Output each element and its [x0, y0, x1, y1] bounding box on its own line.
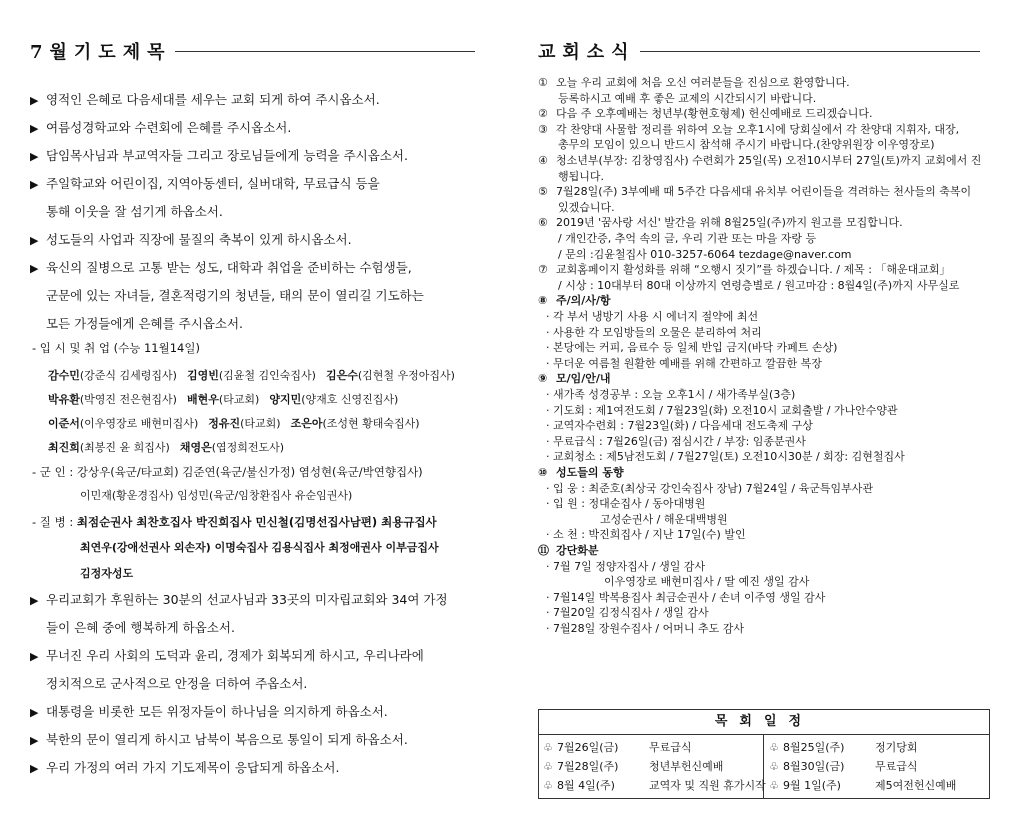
news-item-line	[546, 419, 813, 433]
news-text: · 입 원 : 정대순집사 / 동아대병원	[546, 497, 706, 511]
news-text: 행됩니다.	[558, 169, 605, 183]
news-text: / 문의 :김윤철집사 010-3257-6064 tezdage@naver.com	[558, 247, 852, 261]
parent-name: (김현철 우정아집사)	[357, 369, 455, 382]
army-names: 강상우(육군/타교회) 김준연(육군/불신가정) 염성현(육군/박연향집사)	[76, 465, 423, 479]
news-text: · 기도회 : 제1여전도회 / 7월23일(화) 오전10시 교회출발 / 가나안수양관	[546, 403, 898, 417]
clover-icon: ♧	[769, 741, 779, 754]
prayer-text: 주일학교와 어린이집, 지역아동센터, 실버대학, 무료급식 등을	[46, 176, 380, 191]
sick-names-row: 최연우(강애선권사 외손자) 이명숙집사 김용식집사 최정애권사 이부금집사	[80, 541, 439, 554]
news-text: 있겠습니다.	[558, 200, 615, 214]
bullet-icon: ▶	[30, 234, 39, 247]
bullet-icon: ▶	[30, 734, 39, 747]
news-item-line	[546, 326, 762, 340]
news-text: · 사용한 각 모임방들의 오물은 분리하여 처리	[546, 325, 762, 339]
news-item-line	[546, 388, 795, 402]
news-title-text: 교회소식	[538, 42, 636, 63]
news-item-line	[558, 92, 816, 106]
prayer-text: 무너진 우리 사회의 도덕과 윤리, 경제가 회복되게 하시고, 우리나라에	[46, 648, 424, 663]
news-text: 등록하시고 예배 후 좋은 교제의 시간되시기 바랍니다.	[558, 91, 817, 105]
prayer-item	[30, 92, 380, 109]
prayer-item	[30, 732, 408, 749]
news-text: · 7월14일 박복용집사 최금순권사 / 손녀 이주영 생일 감사	[546, 590, 826, 604]
news-text: 7월28일(주) 3부예배 때 5주간 다음세대 유치부 어린이들을 격려하는 천사들의 축복이	[556, 185, 972, 199]
exam-name	[48, 369, 177, 382]
item-number: ⑦	[538, 263, 548, 277]
prayer-item-continued: 통해 이웃을 잘 섬기게 하옵소서.	[46, 204, 223, 219]
exam-name	[48, 417, 198, 430]
news-item	[538, 123, 959, 137]
news-text: · 교역자수련회 : 7월23일(화) / 다음세대 전도축제 구상	[546, 419, 813, 433]
prayer-section-title	[30, 38, 475, 64]
prayer-item-continued: 들이 은혜 중에 행복하게 하옵소서.	[46, 620, 235, 635]
item-number: ⑧	[538, 294, 548, 308]
parent-name: (강준식 김세령집사)	[79, 369, 177, 382]
prayer-item-continued: 군문에 있는 자녀들, 결혼적령기의 청년들, 태의 문이 열리길 기도하는	[46, 288, 424, 303]
prayer-item	[30, 704, 388, 721]
prayer-item	[30, 148, 408, 165]
news-text: 오늘 우리 교회에 처음 오신 여러분들을 진심으로 환영합니다.	[556, 76, 850, 89]
prayer-item-continued: 정치적으로 군사적으로 안정을 더하여 주옵소서.	[46, 676, 308, 691]
parent-name: (양재호 신영진집사)	[301, 393, 399, 406]
schedule-row	[543, 740, 692, 756]
news-item	[538, 466, 624, 480]
exam-name	[48, 393, 177, 406]
parent-name: (조성현 황태숙집사)	[322, 417, 420, 430]
news-item-line	[546, 435, 806, 449]
parent-name: (타교회)	[218, 393, 260, 406]
schedule-date: 8월 4일(주)	[557, 779, 615, 792]
schedule-row	[543, 778, 766, 794]
news-item-line	[546, 310, 758, 324]
news-item-line	[546, 606, 709, 620]
schedule-event: 정기당회	[875, 741, 918, 754]
schedule-date: 8월25일(주)	[783, 741, 845, 754]
exam-name	[208, 417, 280, 430]
news-text: 교회홈페이지 활성화를 위해 “오행시 짓기”를 하겠습니다. / 제목 : 「해운대교회」	[556, 263, 951, 277]
bullet-icon: ▶	[30, 706, 39, 719]
clover-icon: ♧	[769, 760, 779, 773]
schedule-event: 무료급식	[875, 760, 918, 773]
prayer-item	[30, 592, 448, 609]
news-item	[538, 544, 599, 558]
news-text: · 무더운 여름철 원활한 예배를 위해 간편하고 깔끔한 복장	[546, 356, 822, 370]
news-item-line	[546, 404, 898, 418]
student-name: 최진희	[48, 441, 80, 454]
clover-icon: ♧	[543, 760, 553, 773]
parent-name: (이우영장로 배현미집사)	[79, 417, 199, 430]
army-names-row: 이민재(황운경집사) 임성민(육군/임창환집사 유순임권사)	[80, 489, 353, 502]
student-name: 배현우	[186, 393, 219, 406]
news-text: / 시상 : 10대부터 80대 이상까지 연령층별로 / 원고마감 : 8월4일(주)까지 사무실로	[558, 278, 960, 292]
news-text: 각 찬양대 사물함 정리를 위하여 오늘 오후1시에 당회실에서 각 찬양대 지휘자, 대장,	[556, 122, 960, 136]
news-item	[538, 294, 611, 308]
student-name: 이준서	[48, 417, 80, 430]
parent-name: (타교회)	[240, 417, 281, 430]
prayer-text: 육신의 질병으로 고통 받는 성도, 대학과 취업을 준비하는 수험생들,	[46, 260, 412, 275]
prayer-text: 우리 가정의 여러 가지 기도제목이 응답되게 하옵소서.	[46, 760, 340, 775]
item-number: ③	[538, 122, 548, 136]
schedule-date: 7월26일(금)	[557, 741, 619, 754]
news-text: · 7월28일 장원수집사 / 어머니 추도 감사	[546, 622, 744, 635]
news-text: 강단화분	[556, 544, 599, 557]
exam-names-row	[48, 440, 294, 456]
item-number: ①	[538, 76, 548, 89]
news-item	[538, 185, 971, 199]
bullet-icon: ▶	[30, 178, 39, 191]
bullet-icon: ▶	[30, 122, 39, 135]
schedule-row	[769, 740, 918, 756]
news-section-title	[538, 38, 980, 64]
student-name: 감수민	[48, 369, 80, 382]
prayer-item	[30, 232, 352, 249]
news-item	[538, 263, 951, 277]
news-text: · 7월20일 김정식집사 / 생일 감사	[546, 606, 709, 620]
schedule-event: 무료급식	[649, 741, 692, 754]
news-text: · 소 천 : 박진희집사 / 지난 17일(수) 발인	[546, 528, 746, 542]
news-text: 다음 주 오후예배는 청년부(황현호형제) 헌신예배로 드리겠습니다.	[556, 107, 873, 121]
news-item-line	[558, 248, 852, 262]
news-item-line	[600, 513, 728, 527]
item-number: ⑥	[538, 216, 548, 230]
news-item-line	[546, 591, 825, 605]
parent-name: (박영진 전은현집사)	[79, 393, 177, 406]
exam-name	[326, 369, 455, 382]
student-name: 김은수	[325, 369, 358, 382]
news-item-line	[546, 528, 746, 542]
news-text: 모/임/안/내	[556, 372, 611, 386]
bullet-icon: ▶	[30, 650, 39, 663]
news-text: · 본당에는 커피, 음료수 등 일체 반입 금지(바닥 카페트 손상)	[546, 341, 838, 355]
schedule-event: 제5여전헌신예배	[875, 779, 957, 792]
exam-name	[180, 441, 284, 454]
exam-names-row	[48, 392, 408, 408]
sick-row	[32, 514, 437, 530]
prayer-item	[30, 176, 380, 193]
news-text: · 교회청소 : 제5남전도회 / 7월27일(토) 오전10시30분 / 회장: 김현철집사	[546, 450, 905, 464]
army-row	[32, 464, 423, 480]
news-item-line	[546, 357, 822, 371]
news-text: 고성순권사 / 해운대백병원	[600, 512, 728, 526]
student-name: 김영빈	[186, 369, 219, 382]
student-name: 조은아	[290, 417, 323, 430]
news-item-line	[546, 497, 705, 511]
bullet-icon: ▶	[30, 150, 39, 163]
news-text: 주/의/사/항	[556, 294, 611, 308]
news-item	[538, 216, 903, 230]
title-rule	[175, 51, 475, 52]
exam-names-row	[48, 416, 430, 432]
prayer-item-continued: 모든 가정들에게 은혜를 주시옵소서.	[46, 316, 244, 331]
schedule-row	[769, 759, 918, 775]
news-text: 성도들의 동향	[556, 466, 624, 479]
army-label: - 군 인 :	[32, 465, 77, 479]
news-item-line	[558, 138, 935, 152]
news-text: · 각 부서 냉방기 사용 시 에너지 절약에 최선	[546, 310, 759, 323]
schedule-box	[538, 709, 990, 799]
news-item-line	[546, 450, 905, 464]
sick-names-row: 김정자성도	[80, 567, 134, 580]
exam-names-row	[48, 368, 465, 384]
news-text: / 개인간증, 추억 속의 글, 우리 기관 또는 마을 자랑 등	[558, 232, 817, 245]
prayer-title-text: 7월기도제목	[30, 42, 172, 63]
prayer-item	[30, 648, 424, 665]
news-item-line	[546, 482, 873, 496]
prayer-item	[30, 260, 412, 277]
prayer-item	[30, 760, 339, 777]
news-text: 청소년부(부장: 김창영집사) 수련회가 25일(목) 오전10시부터 27일(토)까지 교회에서 진	[556, 154, 982, 167]
sick-label: - 질 병 :	[32, 515, 77, 529]
sick-names: 최점순권사 최찬호집사 박진희집사 민신철(김명선집사남편) 최용규집사	[76, 515, 437, 529]
bullet-icon: ▶	[30, 262, 39, 275]
news-text: · 무료급식 : 7월26일(금) 점심시간 / 부장: 임종분권사	[546, 434, 806, 448]
item-number: ⑨	[538, 372, 548, 386]
news-item	[538, 76, 850, 90]
news-text: 이우영장로 배현미집사 / 딸 예진 생일 감사	[604, 575, 810, 589]
schedule-row	[769, 778, 956, 794]
news-item-line	[546, 341, 837, 355]
news-text: · 새가족 성경공부 : 오늘 오후1시 / 새가족부실(3층)	[546, 388, 796, 401]
student-name: 박유환	[48, 393, 80, 406]
bullet-icon: ▶	[30, 594, 39, 607]
student-name: 채영은	[179, 441, 212, 454]
exam-name	[291, 417, 420, 430]
news-item-line	[558, 201, 615, 215]
exam-name	[48, 441, 170, 454]
prayer-text: 대통령을 비롯한 모든 위정자들이 하나님을 의지하게 하옵소서.	[46, 704, 388, 719]
prayer-text: 북한의 문이 열리게 하시고 남북이 복음으로 통일이 되게 하옵소서.	[46, 732, 408, 747]
clover-icon: ♧	[769, 779, 779, 792]
news-item	[538, 372, 611, 386]
schedule-event: 교역자 및 직원 휴가시작	[649, 779, 766, 792]
student-name: 양지민	[269, 393, 302, 406]
news-text: 총무의 모임이 있으니 반드시 참석해 주시기 바랍니다.(찬양위원장 이우영장로)	[558, 138, 935, 152]
prayer-text: 여름성경학교와 수련회에 은혜를 주시옵소서.	[46, 120, 292, 135]
clover-icon: ♧	[543, 741, 553, 754]
item-number: ②	[538, 107, 548, 121]
prayer-item	[30, 120, 291, 137]
news-text: 2019년 '꿈사랑 서신' 발간을 위해 8월25일(주)까지 원고를 모집합니다.	[556, 216, 903, 230]
news-item-line	[604, 575, 809, 589]
exam-label: - 입 시 및 취 업 (수능 11월14일)	[32, 341, 200, 355]
news-item-line	[558, 279, 959, 293]
news-item	[538, 107, 872, 121]
student-name: 정유진	[208, 417, 241, 430]
bullet-icon: ▶	[30, 94, 39, 107]
news-item-line	[558, 170, 604, 184]
schedule-date: 8월30일(금)	[783, 760, 845, 773]
parent-name: (김윤철 김인숙집사)	[218, 369, 316, 382]
news-item-line	[546, 622, 744, 636]
schedule-event: 청년부헌신예배	[649, 760, 724, 773]
schedule-row	[543, 759, 723, 775]
schedule-title: 목회일정	[539, 710, 989, 735]
prayer-text: 영적인 은혜로 다음세대를 세우는 교회 되게 하여 주시옵소서.	[46, 92, 380, 107]
exam-name	[269, 393, 398, 406]
news-text: · 7월 7일 정양자집사 / 생일 감사	[546, 559, 706, 573]
clover-icon: ♧	[543, 779, 553, 792]
prayer-text: 담임목사님과 부교역자들 그리고 장로님들에게 능력을 주시옵소서.	[46, 148, 408, 163]
prayer-text: 우리교회가 후원하는 30분의 선교사님과 33곳의 미자립교회와 34여 가정	[46, 592, 448, 607]
item-number: ④	[538, 154, 548, 167]
news-item-line	[546, 560, 705, 574]
bullet-icon: ▶	[30, 762, 39, 775]
parent-name: (엽정희전도사)	[211, 441, 285, 454]
news-item-line	[558, 232, 816, 246]
prayer-text: 성도들의 사업과 직장에 물질의 축복이 있게 하시옵소서.	[46, 232, 352, 247]
exam-name	[187, 393, 259, 406]
schedule-date: 9월 1일(주)	[783, 779, 841, 792]
news-item	[538, 154, 981, 168]
schedule-date: 7월28일(주)	[557, 760, 619, 773]
title-rule	[640, 51, 980, 52]
exam-name	[187, 369, 316, 382]
news-text: · 입 웅 : 최준호(최상국 강인숙집사 장남) 7월24일 / 육군특임부사관	[546, 481, 873, 495]
item-number: ⑩	[538, 466, 548, 479]
parent-name: (최봉진 윤 희집사)	[79, 441, 170, 454]
item-number: ⑤	[538, 185, 548, 199]
item-number: ⑪	[538, 544, 549, 557]
